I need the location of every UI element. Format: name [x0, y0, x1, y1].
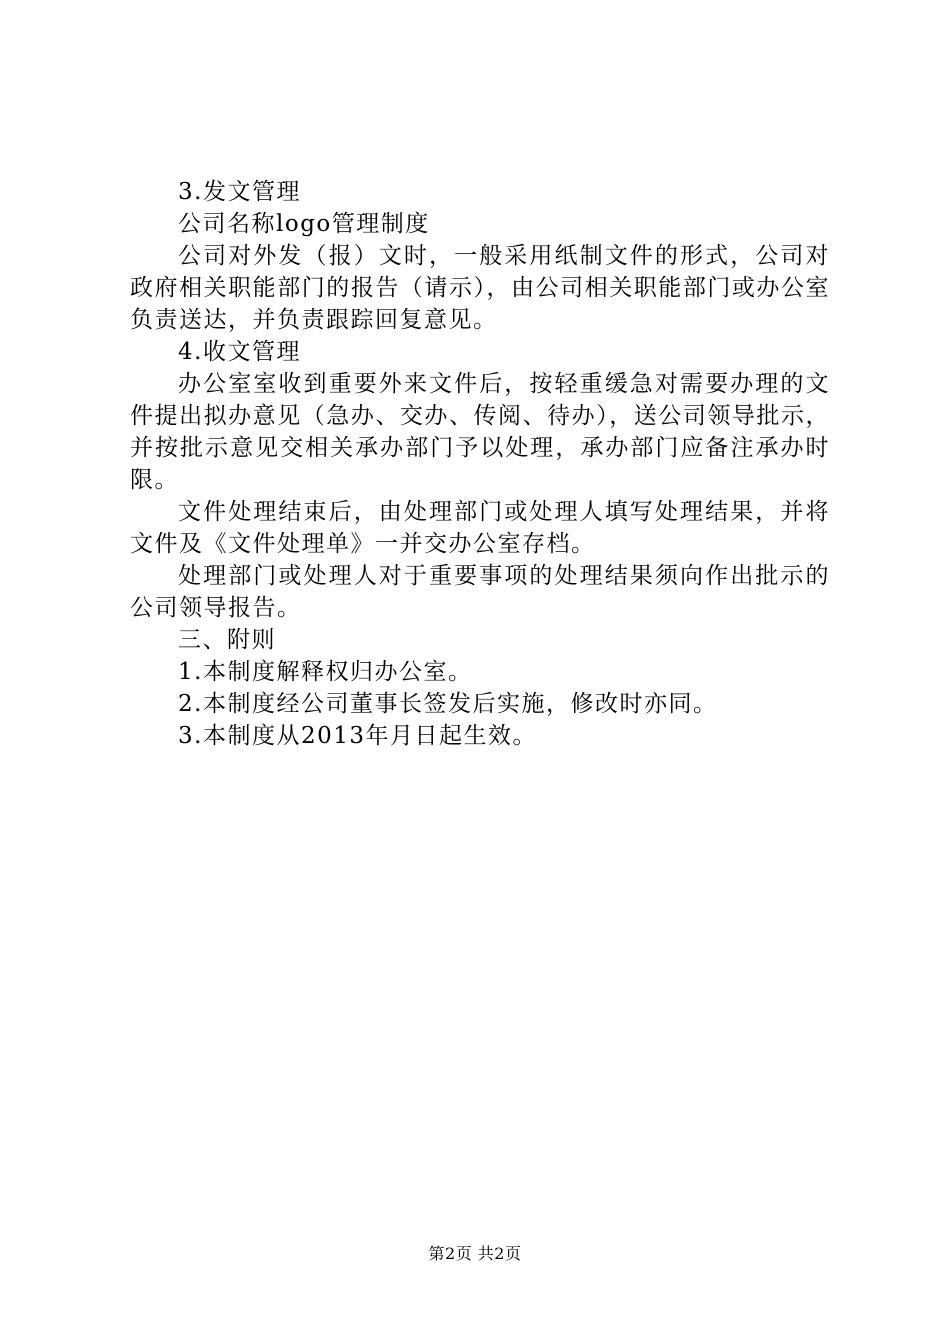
- heading-dispatch-management: 3.发文管理: [178, 179, 301, 205]
- heading-receipt-management: 4.收文管理: [178, 339, 301, 365]
- paragraph-incoming-documents: 办公室室收到重要外来文件后，按轻重缓急对需要办理的文件提出拟办意见（急办、交办、传阅、待办），送公司领导批示，并按批示意见交相关承办部门予以处理，承办部门应备注承办时限。: [130, 371, 830, 493]
- page-number-footer: 第2页 共2页: [428, 1244, 522, 1263]
- paragraph-title-line: 公司名称logo管理制度: [178, 211, 430, 237]
- paragraph-report-to-leader: 处理部门或处理人对于重要事项的处理结果须向作出批示的公司领导报告。: [130, 563, 830, 621]
- paragraph-processing-result: 文件处理结束后，由处理部门或处理人填写处理结果，并将文件及《文件处理单》一并交办公室存档。: [130, 499, 830, 557]
- paragraph-outgoing-documents: 公司对外发（报）文时，一般采用纸制文件的形式，公司对政府相关职能部门的报告（请示），由公司相关职能部门或办公室负责送达，并负责跟踪回复意见。: [130, 243, 830, 333]
- provision-item-3: 3.本制度从2013年月日起生效。: [178, 723, 537, 749]
- document-body: [130, 176, 830, 752]
- provision-item-2: 2.本制度经公司董事长签发后实施，修改时亦同。: [178, 691, 718, 717]
- provision-item-1: 1.本制度解释权归办公室。: [178, 659, 473, 685]
- heading-supplementary-provisions: 三、附则: [178, 627, 276, 653]
